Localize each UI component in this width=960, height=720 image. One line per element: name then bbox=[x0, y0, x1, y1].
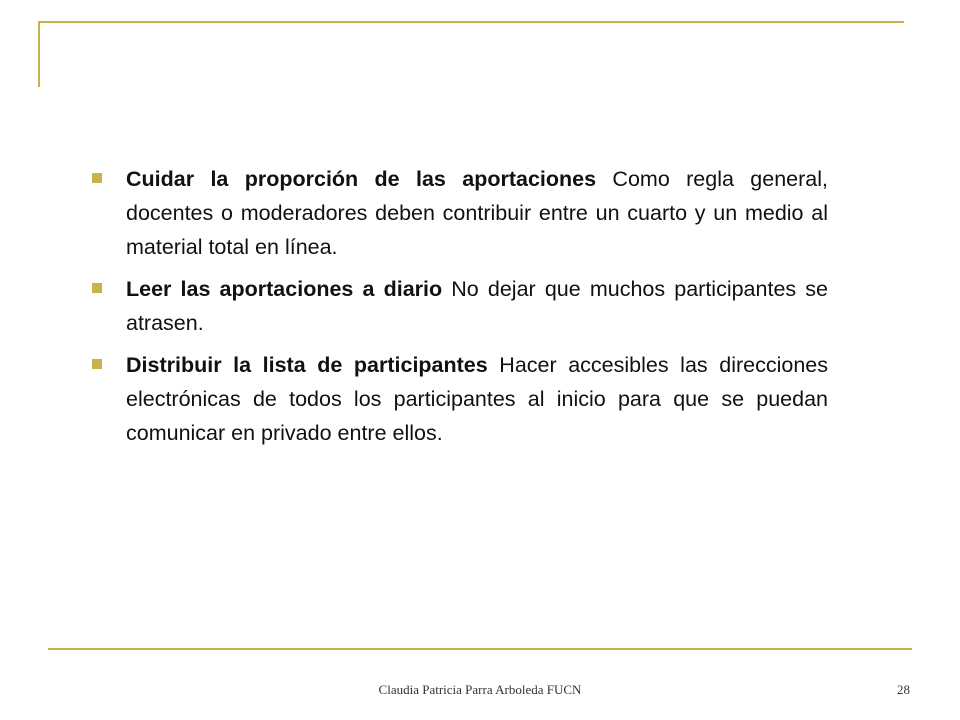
bullet-item bbox=[90, 272, 828, 340]
footer-rule bbox=[48, 648, 912, 650]
left-rule bbox=[38, 21, 40, 87]
bullet-lead: Distribuir la lista de participantes bbox=[126, 353, 488, 377]
bullet-body: No dejar que muchos participantes se atrasen. bbox=[126, 277, 828, 335]
slide-content bbox=[90, 162, 828, 458]
footer-author: Claudia Patricia Parra Arboleda FUCN bbox=[378, 682, 582, 697]
bullet-body: Como regla general, docentes o moderadores deben contribuir entre un cuarto y un medio al material total en línea. bbox=[126, 167, 828, 259]
square-bullet-icon bbox=[92, 173, 102, 183]
bullet-lead: Leer las aportaciones a diario bbox=[126, 277, 443, 301]
page-number: 28 bbox=[897, 682, 910, 697]
bullet-item bbox=[90, 162, 828, 264]
square-bullet-icon bbox=[92, 283, 102, 293]
bullet-lead: Cuidar la proporción de las aportaciones bbox=[126, 167, 597, 191]
top-rule bbox=[38, 21, 904, 23]
bullet-body: Hacer accesibles las direcciones electrónicas de todos los participantes al inicio para que se puedan comunicar en privado entre ellos. bbox=[126, 353, 828, 445]
bullet-item bbox=[90, 348, 828, 450]
square-bullet-icon bbox=[92, 359, 102, 369]
